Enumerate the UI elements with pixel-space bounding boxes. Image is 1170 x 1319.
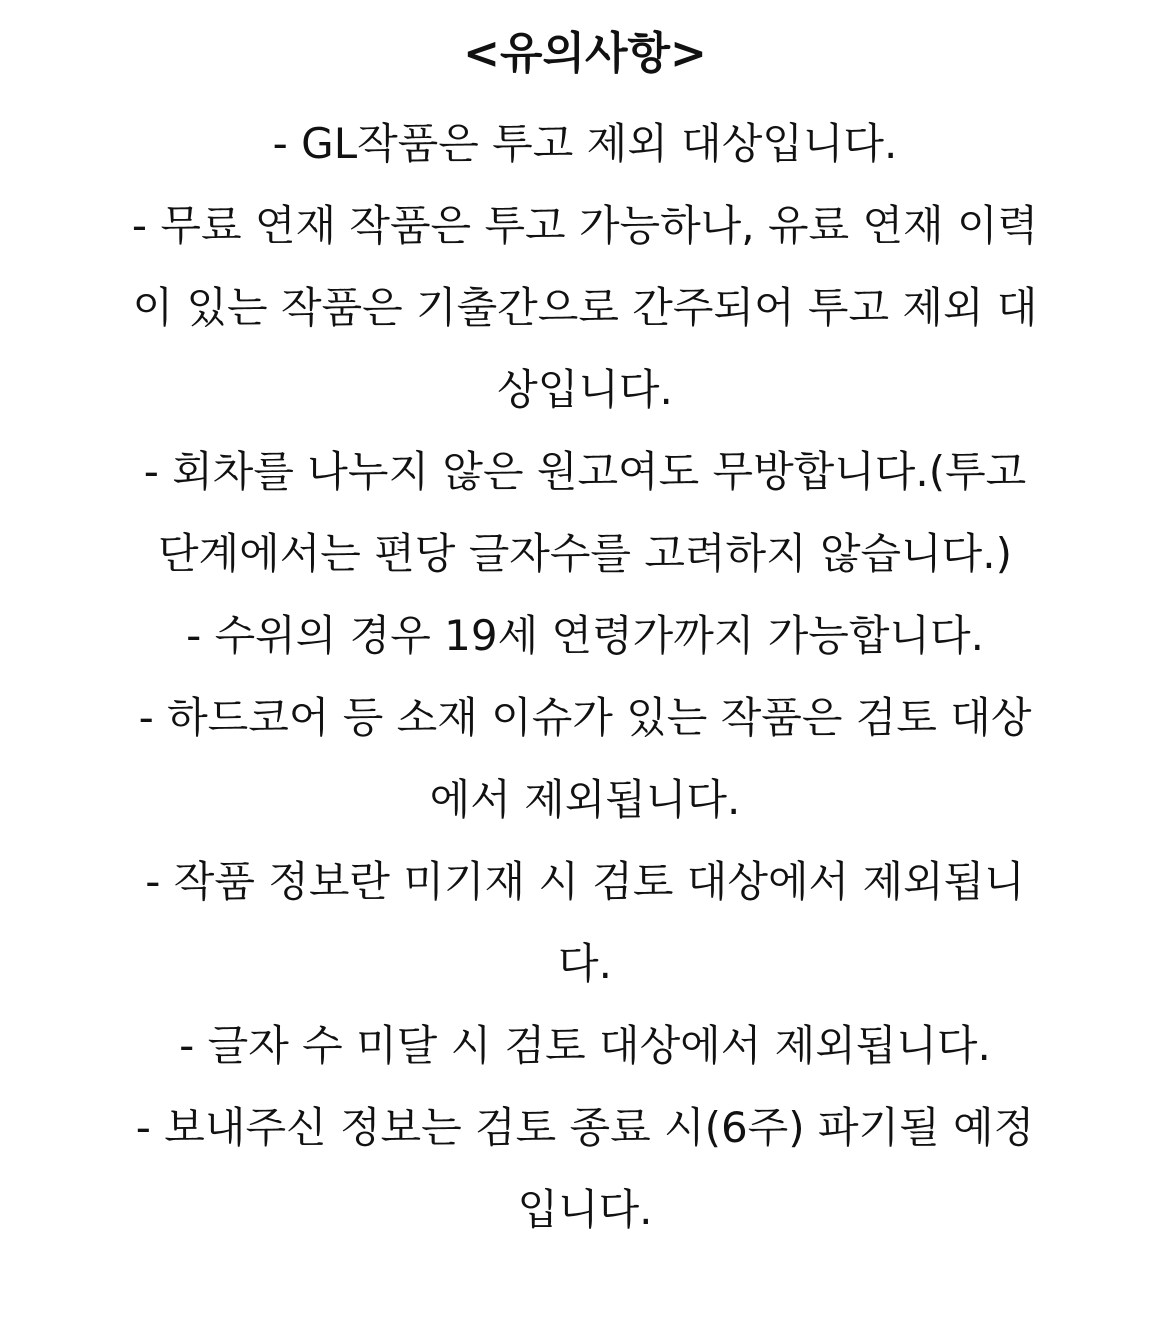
notice-line-hardcore-cont: 에서 제외됩니다. [429,775,741,824]
notice-line-free-serial-cont: 이 있는 작품은 기출간으로 간주되어 투고 제외 대 [132,283,1038,332]
notice-line-free-serial-end: 상입니다. [497,365,673,414]
notice-line-data-disposal-cont: 입니다. [517,1185,653,1234]
notice-line-episodes: - 회차를 나누지 않은 원고여도 무방합니다.(투고 [143,447,1027,496]
notice-line-rating: - 수위의 경우 19세 연령가까지 가능합니다. [186,611,984,660]
notice-line-episodes-cont: 단계에서는 편당 글자수를 고려하지 않습니다.) [157,529,1012,578]
notice-line-data-disposal: - 보내주신 정보는 검토 종료 시(6주) 파기될 예정 [135,1103,1035,1152]
notice-line-free-serial: - 무료 연재 작품은 투고 가능하나, 유료 연재 이력 [131,201,1039,250]
notice-title: <유의사항> [463,28,707,79]
notice-line-missing-info-cont: 다. [558,939,612,988]
notice-line-gl-exclusion: - GL작품은 투고 제외 대상입니다. [272,119,898,168]
notice-line-word-count: - 글자 수 미달 시 검토 대상에서 제외됩니다. [179,1021,991,1070]
notice-line-hardcore: - 하드코어 등 소재 이슈가 있는 작품은 검토 대상 [138,693,1032,742]
notice-line-missing-info: - 작품 정보란 미기재 시 검토 대상에서 제외됩니 [145,857,1025,906]
